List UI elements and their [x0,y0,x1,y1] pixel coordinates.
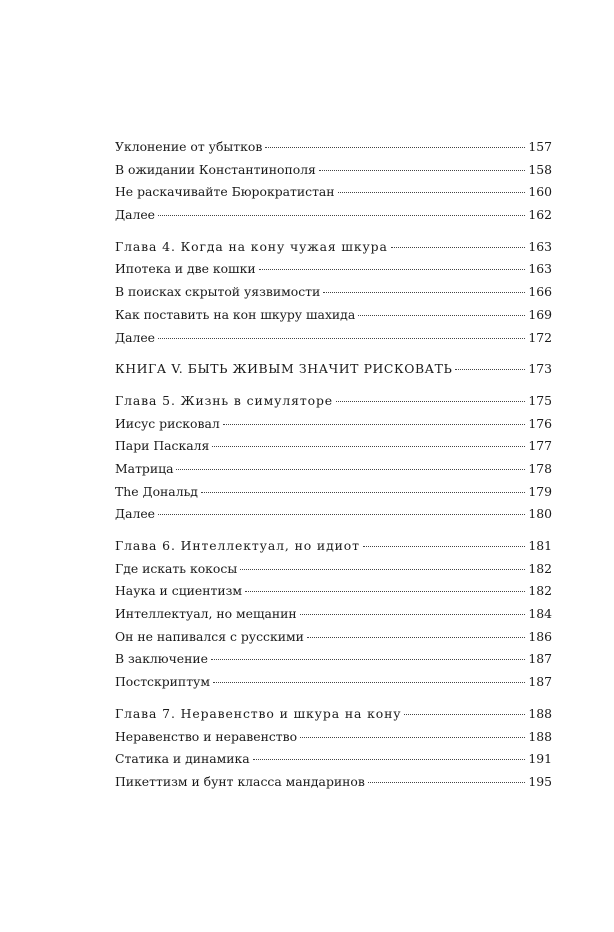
dot-leader [245,591,525,592]
toc-entry-title: The Дональд [115,483,198,499]
toc-entry [115,204,552,227]
toc-entry [115,413,552,436]
toc-page-number: 187 [528,674,552,690]
toc-group [115,390,552,526]
dot-leader [158,338,525,339]
dot-leader [223,424,526,425]
toc-page-number: 163 [528,261,552,277]
toc-entry-title: Далее [115,207,155,223]
toc-entry-title: Пари Паскаля [115,438,210,454]
toc-entry [115,771,552,794]
dot-leader [259,269,526,270]
toc-entry-title: Глава 7. Неравенство и шкура на кону [115,705,402,721]
toc-entry [115,281,552,304]
dot-leader [158,215,525,216]
toc-entry-title: Как поставить на кон шкуру шахида [115,306,356,322]
toc-chapter-heading [115,703,552,726]
dot-leader [211,659,525,660]
dot-leader [368,782,526,783]
dot-leader [336,401,525,402]
toc-page-number: 157 [528,139,552,154]
dot-leader [363,546,525,547]
toc-entry-title: Уклонение от убытков [115,139,263,154]
toc-entry [115,481,552,504]
toc-entry-title: Где искать кокосы [115,560,238,576]
dot-leader [213,682,525,683]
toc-entry [115,181,552,204]
dot-leader [391,247,526,248]
toc-page-number: 162 [528,207,552,223]
toc-entry-title: Далее [115,329,155,345]
toc-page-number: 195 [528,773,552,789]
dot-leader [158,514,525,515]
toc-page-number: 166 [528,284,552,300]
toc-entry-title: Интеллектуал, но мещанин [115,606,297,622]
toc-page-number: 184 [528,606,552,622]
dot-leader [201,492,525,493]
toc-entry [115,603,552,626]
toc-group [115,703,552,794]
toc-entry [115,648,552,671]
toc-page-number: 177 [528,438,552,454]
toc-entry [115,558,552,581]
toc-entry-title: Постскриптум [115,674,210,690]
toc-book-heading [115,358,552,381]
toc-entry-title: Наука и сциентизм [115,583,243,599]
dot-leader [358,315,525,316]
toc-chapter-heading [115,390,552,413]
dot-leader [240,569,525,570]
toc-entry-title: Пикеттизм и бунт класса мандаринов [115,773,365,789]
toc-page-number: 179 [528,483,552,499]
toc-entry-title: Статика и динамика [115,751,250,767]
toc-entry [115,258,552,281]
toc-entry-title: Иисус рисковал [115,415,220,431]
toc-entry [115,327,552,350]
toc-page-number: 188 [528,705,552,721]
toc-entry [115,503,552,526]
toc-page-number: 182 [528,560,552,576]
toc-page-number: 169 [528,306,552,322]
toc-page-number: 176 [528,415,552,431]
toc-entry [115,136,552,159]
toc-entry-title: Далее [115,506,155,522]
toc-entry-title: Глава 4. Когда на кону чужая шкура [115,238,388,254]
toc-page-number: 173 [528,361,552,377]
toc-entry-title: КНИГА V. БЫТЬ ЖИВЫМ ЗНАЧИТ РИСКОВАТЬ [115,361,453,377]
toc-group [115,535,552,694]
dot-leader [323,292,525,293]
toc-page-number: 163 [528,238,552,254]
toc-group [115,358,552,381]
toc-entry [115,458,552,481]
dot-leader [300,614,526,615]
dot-leader [253,759,526,760]
toc-page-number: 178 [528,460,552,476]
toc-entry-title: Ипотека и две кошки [115,261,256,277]
toc-page-number: 188 [528,728,552,744]
toc-entry-title: Глава 5. Жизнь в симуляторе [115,392,334,408]
toc-entry [115,671,552,694]
toc-entry [115,748,552,771]
toc-page-number: 180 [528,506,552,522]
toc-chapter-heading [115,236,552,259]
toc-entry-title: В заключение [115,651,208,667]
dot-leader [212,446,525,447]
dot-leader [319,170,525,171]
toc-entry-title: Неравенство и неравенство [115,728,298,744]
dot-leader [300,737,525,738]
toc-entry [115,159,552,182]
toc-page-number: 172 [528,329,552,345]
table-of-contents [115,136,552,803]
dot-leader [404,714,525,715]
toc-entry-title: Не раскачивайте Бюрократистан [115,184,335,200]
toc-entry-title: В поисках скрытой уязвимости [115,284,321,300]
dot-leader [338,192,526,193]
toc-entry-title: Он не напивался с русскими [115,628,304,644]
toc-entry [115,726,552,749]
toc-page-number: 175 [528,392,552,408]
toc-page-number: 158 [528,161,552,177]
toc-page-number: 186 [528,628,552,644]
toc-page-number: 187 [528,651,552,667]
toc-entry-title: Глава 6. Интеллектуал, но идиот [115,538,360,553]
toc-page-number: 191 [528,751,552,767]
dot-leader [307,637,525,638]
toc-page-number: 182 [528,583,552,599]
toc-group [115,136,552,227]
dot-leader [265,147,525,148]
dot-leader [455,369,525,370]
toc-page-number: 160 [528,184,552,200]
toc-entry [115,435,552,458]
toc-chapter-heading [115,535,552,558]
toc-page-number: 181 [528,538,552,553]
toc-entry [115,626,552,649]
dot-leader [176,469,525,470]
toc-entry-title: Матрица [115,460,174,476]
toc-group [115,236,552,349]
toc-entry-title: В ожидании Константинополя [115,161,316,177]
toc-entry [115,580,552,603]
toc-entry [115,304,552,327]
